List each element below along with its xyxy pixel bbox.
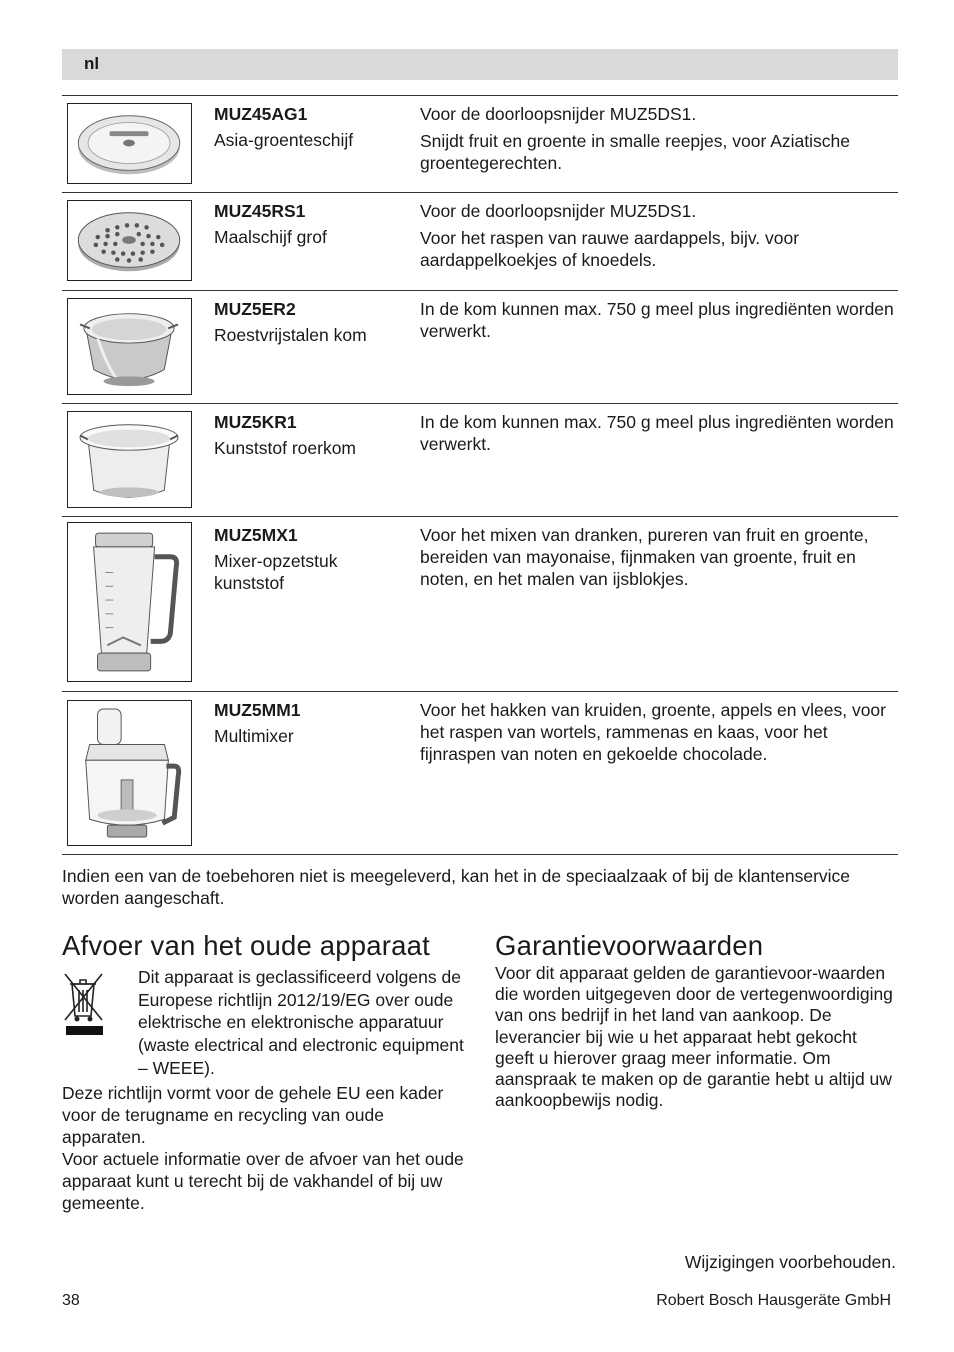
item-description — [420, 411, 898, 460]
item-name: Kunststof roerkom — [214, 438, 356, 458]
table-row — [62, 95, 898, 192]
item-name: Multimixer — [214, 726, 294, 746]
item-name: Roestvrijstalen kom — [214, 325, 367, 345]
description-line: In de kom kunnen max. 750 g meel plus ingrediënten worden verwerkt. — [420, 412, 894, 454]
description-line: Snijdt fruit en groente in smalle reepjes, voor Aziatische groentegerechten. — [420, 131, 850, 173]
item-name: Asia-groenteschijf — [214, 130, 354, 150]
crossed-out-bin-icon — [62, 970, 106, 1040]
item-code: MUZ5ER2 — [214, 299, 296, 319]
availability-note: Indien een van de toebehoren niet is meegeleverd, kan het in de speciaalzaak of bij de klantenservice worden aangeschaft. — [62, 866, 851, 908]
language-label: nl — [84, 54, 100, 73]
company-name: Robert Bosch Hausgeräte GmbH — [656, 1292, 891, 1309]
disposal-info-paragraph: Voor actuele informatie over de afvoer van het oude apparaat kunt u terecht bij de vakhandel of bij uw gemeente. — [62, 1149, 464, 1213]
item-code: MUZ5KR1 — [214, 412, 297, 432]
multimixer-icon — [67, 700, 192, 846]
description-line: In de kom kunnen max. 750 g meel plus ingrediënten worden verwerkt. — [420, 299, 894, 341]
changes-reserved: Wijzigingen voorbehouden. — [684, 1252, 896, 1272]
warranty-paragraph: Voor dit apparaat gelden de garantievoor-waarden die worden uitgegeven door de vertegenwoordiging van ons bedrijf in het land van aankoop. De leverancier bij wie u het apparaat hebt gekocht geeft u hierover graag meer informatie. Om aanspraak te maken op de garantie hebt u altijd uw aankoopbewijs nodig. — [495, 963, 893, 1111]
item-code: MUZ45RS1 — [214, 201, 306, 221]
table-row — [62, 290, 898, 403]
description-line: Voor de doorloopsnijder MUZ5DS1. — [420, 104, 697, 124]
plastic-bowl-icon — [67, 411, 192, 508]
slicing-disc-icon — [67, 103, 192, 184]
weee-paragraph: Dit apparaat is geclassificeerd volgens de Europese richtlijn 2012/19/EG over oude elektrische en elektronische apparatuur (waste electrical and electronic equipment – WEEE). — [138, 967, 464, 1078]
item-code: MUZ5MM1 — [214, 700, 301, 720]
table-row — [62, 192, 898, 290]
item-name: Maalschijf grof — [214, 227, 327, 247]
blender-icon — [67, 522, 192, 682]
description-line: Voor het mixen van dranken, pureren van fruit en groente, bereiden van mayonaise, fijnmaken van groente, fruit en noten, en het malen van ijsblokjes. — [420, 525, 869, 589]
page-number: 38 — [62, 1292, 80, 1309]
table-row — [62, 403, 898, 516]
table-row — [62, 691, 898, 855]
accessories-table — [62, 95, 898, 855]
item-code: MUZ5MX1 — [214, 525, 298, 545]
warranty-heading: Garantievoorwaarden — [495, 930, 764, 961]
steel-bowl-icon — [67, 298, 192, 395]
item-code: MUZ45AG1 — [214, 104, 308, 124]
table-row — [62, 516, 898, 691]
description-line: Voor het raspen van rauwe aardappels, bijv. voor aardappelkoekjes of knoedels. — [420, 228, 800, 270]
item-description — [420, 699, 898, 770]
item-description — [420, 298, 898, 347]
description-line: Voor het hakken van kruiden, groente, appels en vlees, voor het raspen van wortels, rammenas en kaas, voor het fijnraspen van noten en gekoelde chocolade. — [420, 700, 886, 764]
disposal-heading: Afvoer van het oude apparaat — [62, 930, 430, 961]
item-name: Mixer-opzetstuk kunststof — [214, 551, 338, 593]
grating-disc-icon — [67, 200, 192, 281]
item-description — [420, 200, 898, 276]
directive-paragraph: Deze richtlijn vormt voor de gehele EU een kader voor de terugname en recycling van oude apparaten. — [62, 1083, 444, 1147]
description-line: Voor de doorloopsnijder MUZ5DS1. — [420, 201, 697, 221]
item-description — [420, 524, 898, 595]
item-description — [420, 103, 898, 179]
language-bar — [62, 49, 898, 80]
